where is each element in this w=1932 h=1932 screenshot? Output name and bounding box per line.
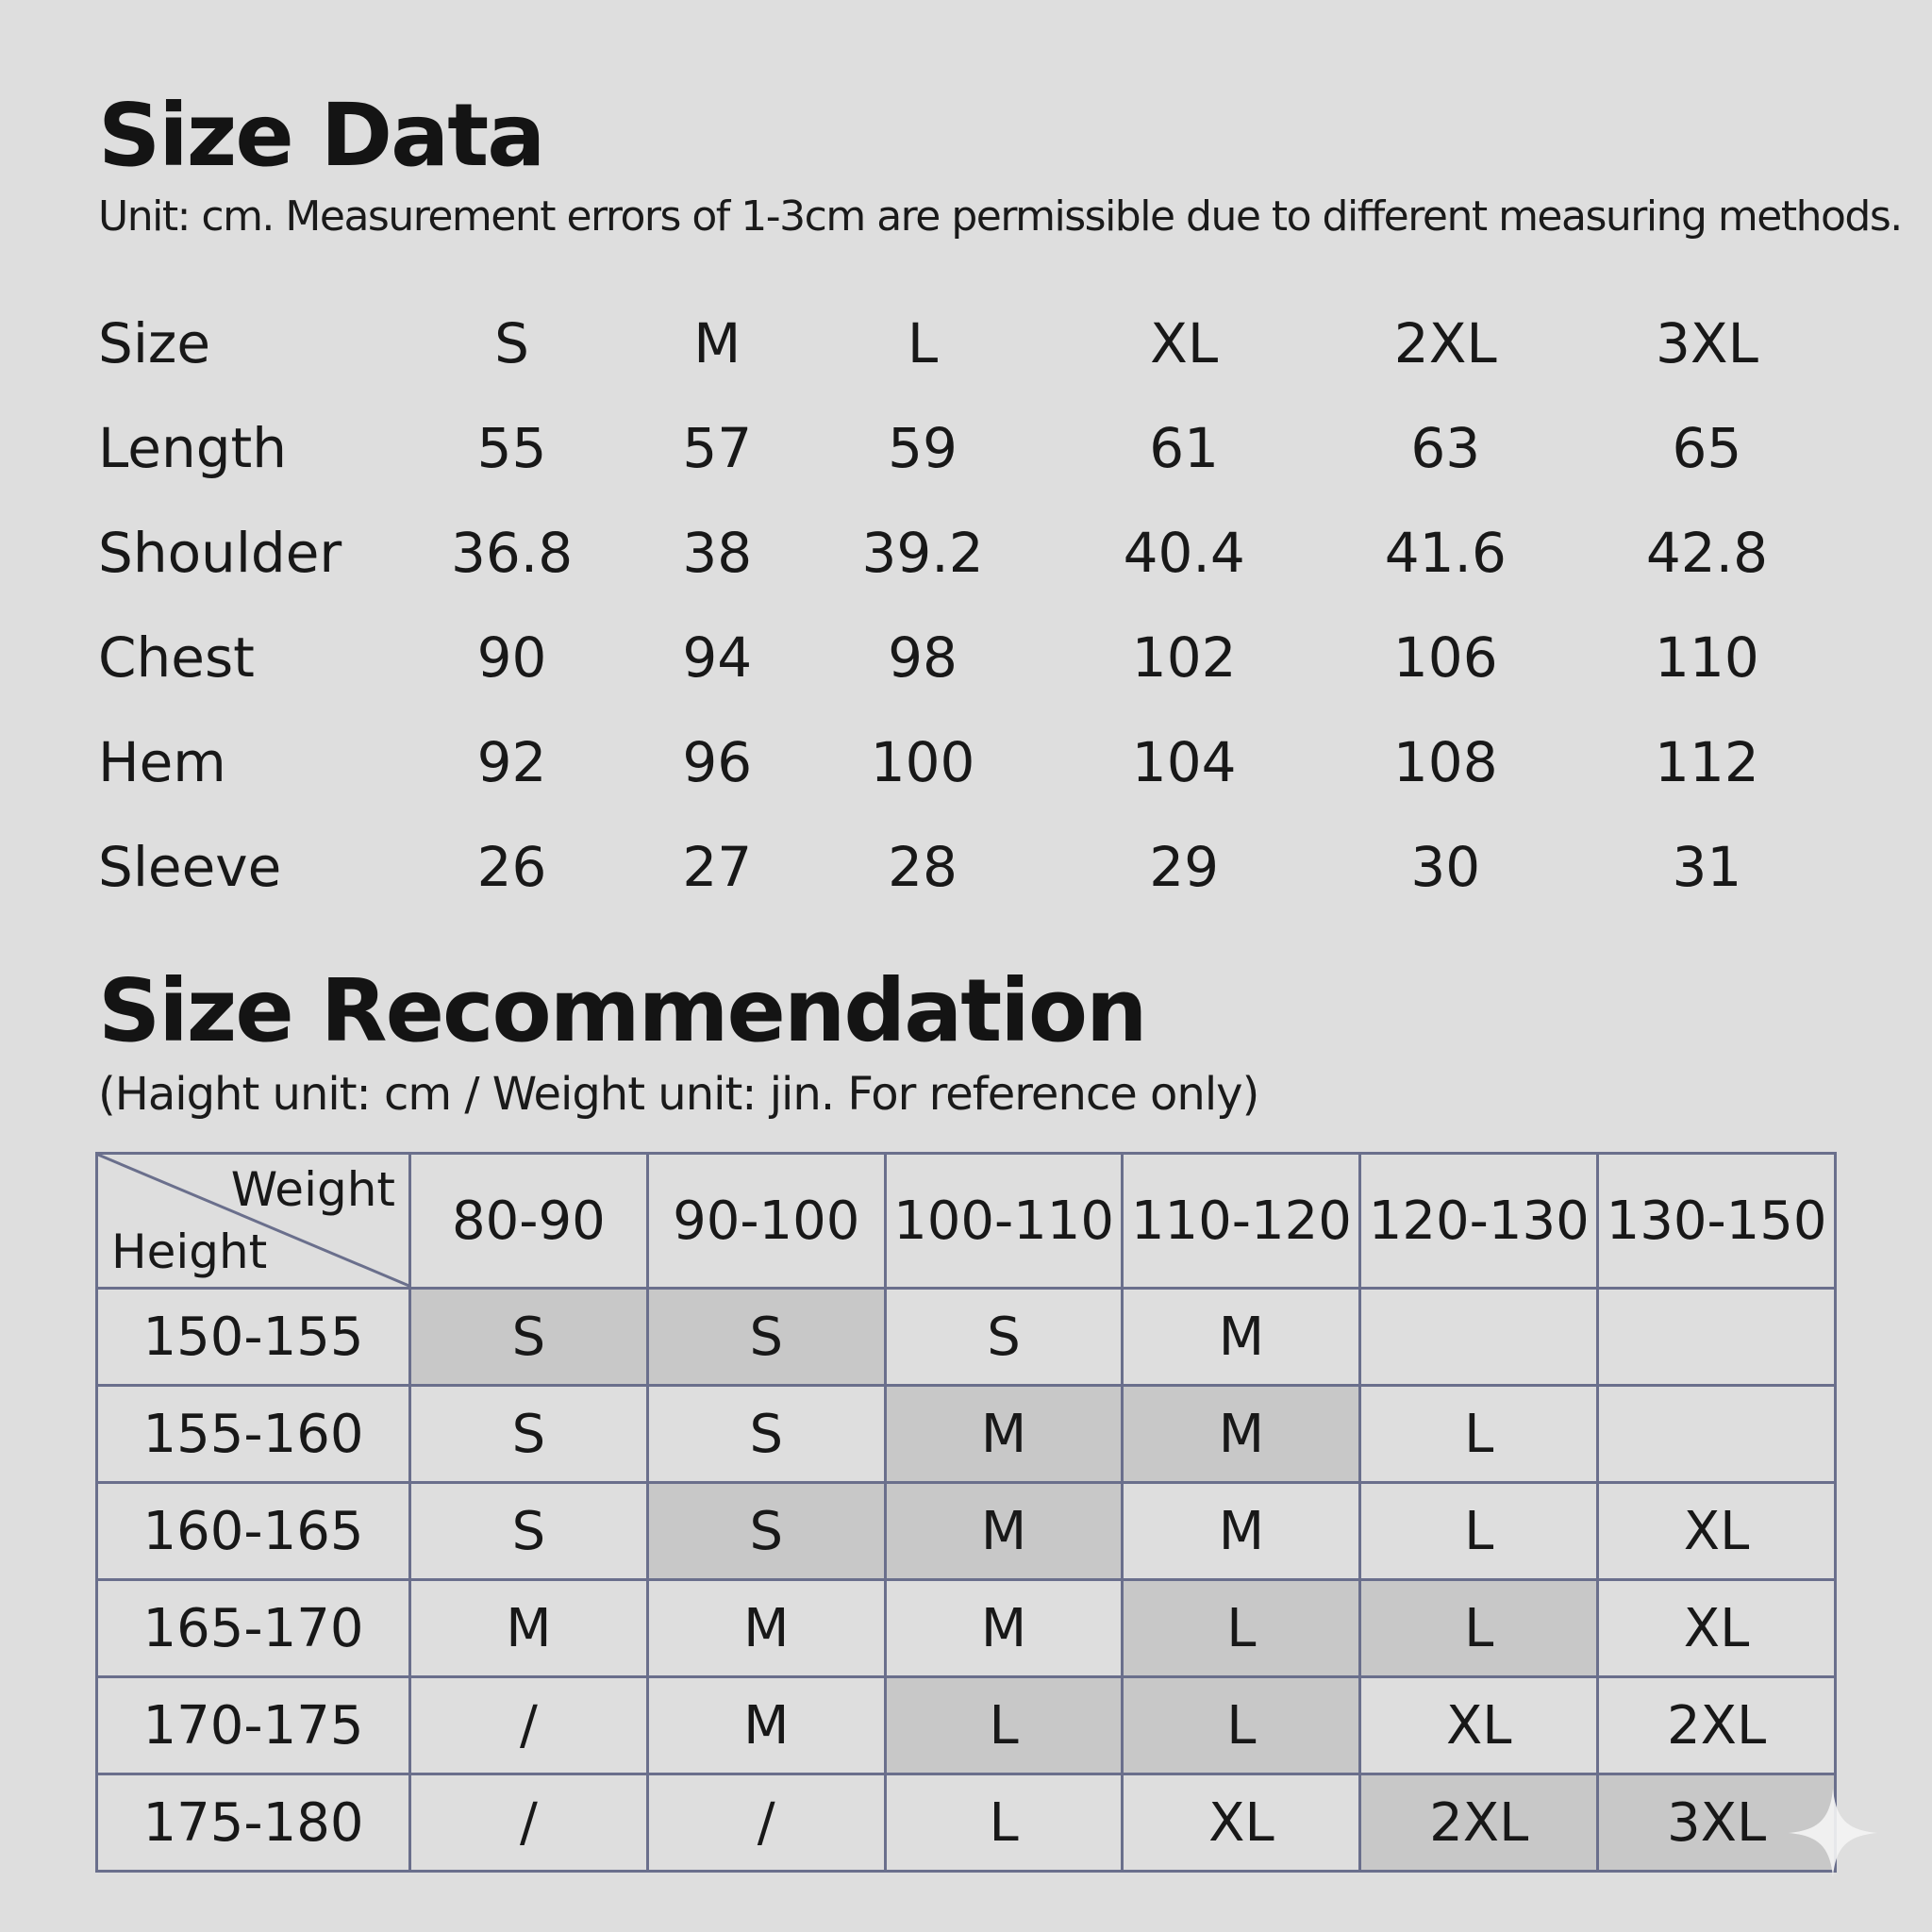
recommended-size-cell: M [1123, 1386, 1360, 1483]
measurement-value: 106 [1392, 625, 1498, 690]
recommended-size-cell: / [410, 1774, 648, 1872]
measurement-value: 90 [476, 625, 547, 690]
height-axis-label: Height [111, 1224, 268, 1279]
recommended-size-cell: S [647, 1386, 885, 1483]
measurement-value: 26 [476, 834, 547, 899]
measurement-value: 40.4 [1123, 520, 1245, 585]
recommended-size-cell: S [410, 1386, 648, 1483]
measurement-value: 110 [1655, 625, 1759, 690]
corner-header-cell [97, 1154, 410, 1289]
height-row [97, 1386, 1836, 1483]
measurement-row-shoulder [98, 500, 1838, 605]
recommended-size-cell: XL [1123, 1774, 1360, 1872]
measurement-value: 41.6 [1384, 520, 1507, 585]
measurement-value: 55 [476, 415, 547, 480]
size-data-title: Size Data [98, 85, 544, 186]
height-range-label: 170-175 [97, 1677, 410, 1774]
recommended-size-cell: M [647, 1677, 885, 1774]
height-range-label: 165-170 [97, 1580, 410, 1677]
measurement-value: 92 [476, 729, 547, 794]
recommended-size-cell: XL [1598, 1483, 1836, 1580]
recommended-size-cell [1598, 1386, 1836, 1483]
height-row [97, 1677, 1836, 1774]
recommended-size-cell: S [885, 1289, 1123, 1386]
measurement-label: Chest [98, 625, 255, 690]
measurement-value: 98 [888, 625, 958, 690]
recommended-size-cell: L [1123, 1580, 1360, 1677]
size-header-label: Size [98, 310, 211, 375]
recommended-size-cell: S [647, 1289, 885, 1386]
weight-range-header: 100-110 [885, 1154, 1123, 1289]
recommended-size-cell: S [647, 1483, 885, 1580]
measurement-value: 27 [682, 834, 753, 899]
recommended-size-cell: S [410, 1289, 648, 1386]
size-column-header: XL [1150, 310, 1219, 375]
weight-axis-label: Weight [230, 1162, 395, 1217]
recommended-size-cell: 3XL [1598, 1774, 1836, 1872]
recommended-size-cell: L [885, 1774, 1123, 1872]
size-data-table [98, 291, 1838, 919]
height-range-label: 155-160 [97, 1386, 410, 1483]
measurement-value: 36.8 [450, 520, 574, 585]
recommended-size-cell: M [647, 1580, 885, 1677]
height-row [97, 1774, 1836, 1872]
size-column-header: S [494, 310, 529, 375]
measurement-label: Shoulder [98, 520, 342, 585]
measurement-value: 108 [1392, 729, 1498, 794]
measurement-label: Sleeve [98, 834, 282, 899]
recommended-size-cell: L [885, 1677, 1123, 1774]
height-range-label: 175-180 [97, 1774, 410, 1872]
measurement-row-chest [98, 605, 1838, 709]
measurement-value: 96 [682, 729, 753, 794]
measurement-value: 39.2 [861, 520, 984, 585]
measurement-value: 30 [1410, 834, 1481, 899]
size-recommendation-title: Size Recommendation [98, 960, 1146, 1061]
height-range-label: 160-165 [97, 1483, 410, 1580]
recommended-size-cell: M [1123, 1483, 1360, 1580]
recommended-size-cell: M [885, 1483, 1123, 1580]
measurement-value: 94 [682, 625, 753, 690]
size-recommendation-note: (Haight unit: cm / Weight unit: jin. For reference only) [98, 1068, 1259, 1121]
recommended-size-cell: S [410, 1483, 648, 1580]
measurement-value: 102 [1131, 625, 1237, 690]
weight-range-header: 130-150 [1598, 1154, 1836, 1289]
size-column-header: 3XL [1655, 310, 1758, 375]
recommended-size-cell: L [1123, 1677, 1360, 1774]
height-row [97, 1580, 1836, 1677]
measurement-value: 42.8 [1645, 520, 1768, 585]
recommended-size-cell: L [1360, 1386, 1598, 1483]
height-range-label: 150-155 [97, 1289, 410, 1386]
measurement-value: 57 [682, 415, 753, 480]
recommended-size-cell: XL [1360, 1677, 1598, 1774]
size-column-header: M [693, 310, 741, 375]
weight-range-header: 110-120 [1123, 1154, 1360, 1289]
measurement-value: 63 [1410, 415, 1481, 480]
weight-range-header: 120-130 [1360, 1154, 1598, 1289]
size-data-unit-note: Unit: cm. Measurement errors of 1-3cm are permissible due to different measuring methods. [98, 192, 1902, 241]
measurement-value: 61 [1149, 415, 1220, 480]
recommended-size-cell: 2XL [1598, 1677, 1836, 1774]
measurement-value: 29 [1149, 834, 1220, 899]
measurement-label: Hem [98, 729, 226, 794]
measurement-value: 112 [1655, 729, 1759, 794]
recommended-size-cell: L [1360, 1483, 1598, 1580]
height-row [97, 1289, 1836, 1386]
measurement-value: 100 [870, 729, 975, 794]
measurement-row-sleeve [98, 814, 1838, 919]
weight-range-header: 80-90 [410, 1154, 648, 1289]
sparkle-icon [1781, 1781, 1885, 1885]
measurement-row-length [98, 395, 1838, 500]
recommended-size-cell: M [885, 1386, 1123, 1483]
measurement-value: 31 [1672, 834, 1742, 899]
recommended-size-cell: / [410, 1677, 648, 1774]
recommended-size-cell: M [885, 1580, 1123, 1677]
weight-header-row [97, 1154, 1836, 1289]
recommended-size-cell: M [1123, 1289, 1360, 1386]
recommended-size-cell: XL [1598, 1580, 1836, 1677]
measurement-value: 65 [1672, 415, 1742, 480]
recommended-size-cell [1360, 1289, 1598, 1386]
measurement-label: Length [98, 415, 288, 480]
recommended-size-cell: 2XL [1360, 1774, 1598, 1872]
recommended-size-cell: / [647, 1774, 885, 1872]
measurement-row-hem [98, 709, 1838, 814]
measurement-value: 38 [682, 520, 753, 585]
size-header-row [98, 291, 1838, 395]
size-recommendation-table [95, 1152, 1837, 1873]
size-column-header: L [907, 310, 939, 375]
measurement-value: 28 [888, 834, 958, 899]
measurement-value: 59 [888, 415, 958, 480]
size-column-header: 2XL [1393, 310, 1497, 375]
recommended-size-cell: M [410, 1580, 648, 1677]
weight-range-header: 90-100 [647, 1154, 885, 1289]
measurement-value: 104 [1131, 729, 1237, 794]
recommended-size-cell: L [1360, 1580, 1598, 1677]
recommended-size-cell [1598, 1289, 1836, 1386]
height-row [97, 1483, 1836, 1580]
